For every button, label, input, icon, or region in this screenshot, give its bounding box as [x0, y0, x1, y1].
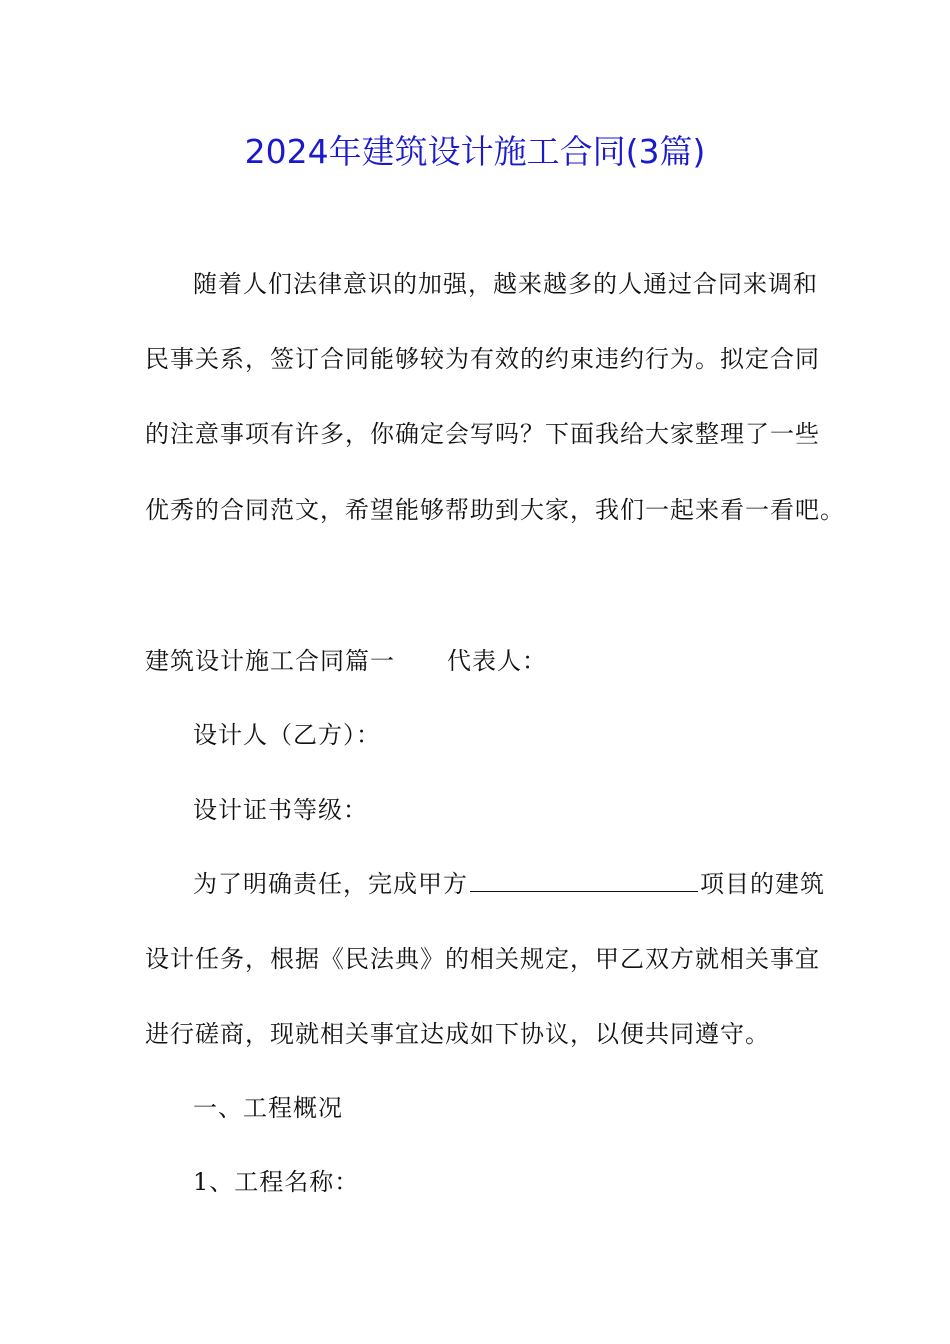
clause-item-1: 1、工程名称：	[193, 1168, 360, 1196]
purpose-line-1	[193, 868, 825, 900]
designer-label: 设计人（乙方）：	[193, 721, 381, 749]
certificate-label: 设计证书等级：	[193, 796, 368, 824]
intro-line-4: 优秀的合同范文，希望能够帮助到大家，我们一起来看一看吧。	[145, 496, 845, 524]
purpose-after-blank: 项目的建筑	[700, 870, 825, 898]
document-title: 2024年建筑设计施工合同(3篇)	[244, 132, 706, 171]
clause-heading: 一、工程概况	[193, 1094, 343, 1122]
purpose-line-2: 设计任务，根据《民法典》的相关规定，甲乙双方就相关事宜	[145, 945, 820, 973]
project-name-blank	[470, 869, 698, 892]
section-heading: 建筑设计施工合同篇一	[145, 647, 395, 675]
representative-label: 代表人：	[447, 647, 547, 675]
section-heading-line	[145, 645, 547, 677]
purpose-before-blank: 为了明确责任，完成甲方	[193, 870, 468, 898]
intro-line-1: 随着人们法律意识的加强，越来越多的人通过合同来调和	[193, 270, 818, 298]
intro-line-2: 民事关系，签订合同能够较为有效的约束违约行为。拟定合同	[145, 345, 820, 373]
purpose-line-3: 进行磋商，现就相关事宜达成如下协议，以便共同遵守。	[145, 1020, 770, 1048]
intro-line-3: 的注意事项有许多，你确定会写吗？下面我给大家整理了一些	[145, 420, 820, 448]
